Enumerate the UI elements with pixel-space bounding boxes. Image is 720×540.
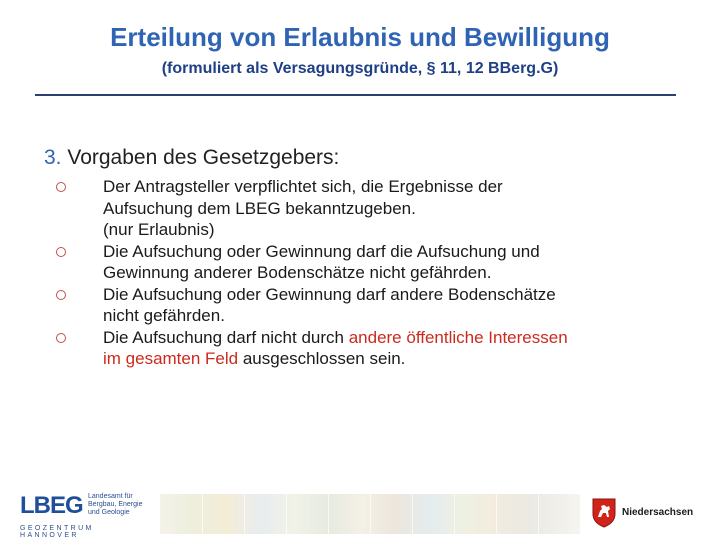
bullet-text: Der Antragsteller verpflichtet sich, die Ergebnisse der Aufsuchung dem LBEG bekanntzugeben. (nur Erlaubnis) bbox=[103, 177, 503, 239]
emphasis-entire-field: im gesamten Feld bbox=[103, 349, 239, 368]
section-number: 3. bbox=[44, 146, 62, 169]
bullet-text: Die Aufsuchung oder Gewinnung darf die Aufsuchung und Gewinnung anderer Bodenschätze nicht gefährden. bbox=[103, 241, 540, 282]
lbeg-mark: LBEG bbox=[20, 492, 83, 519]
list-item bbox=[56, 241, 686, 284]
bullet-text bbox=[103, 327, 686, 370]
circle-outline-icon bbox=[56, 247, 66, 257]
section-heading-text: Vorgaben des Gesetzgebers: bbox=[67, 146, 340, 169]
bullet-text-before: Die Aufsuchung darf nicht durch bbox=[103, 327, 349, 347]
slide-subtitle: (formuliert als Versagungsgründe, § 11, 12 BBerg.G) bbox=[161, 60, 559, 77]
circle-outline-icon bbox=[56, 333, 66, 343]
lbeg-subtitle: GEOZENTRUM HANNOVER bbox=[20, 525, 94, 539]
emphasis-public-interests: andere öffentliche Interessen bbox=[348, 327, 568, 347]
bullet-text: Die Aufsuchung oder Gewinnung darf andere Bodenschätze nicht gefährden. bbox=[103, 284, 556, 325]
photo-strip bbox=[160, 494, 580, 534]
circle-outline-icon bbox=[56, 182, 66, 192]
list-item bbox=[56, 176, 686, 241]
lbeg-logo bbox=[20, 488, 150, 539]
bullet-text-after: ausgeschlossen sein. bbox=[238, 349, 406, 368]
bullet-list bbox=[56, 176, 686, 370]
list-item bbox=[56, 327, 686, 370]
niedersachsen-name: Niedersachsen bbox=[622, 507, 694, 518]
circle-outline-icon bbox=[56, 290, 66, 300]
list-item bbox=[56, 284, 686, 327]
footer bbox=[0, 482, 720, 540]
niedersachsen-logo bbox=[588, 496, 708, 532]
lbeg-text: Landesamt für Bergbau, Energie und Geologie bbox=[88, 493, 143, 516]
slide-title: Erteilung von Erlaubnis und Bewilligung bbox=[110, 22, 610, 52]
section-heading bbox=[44, 146, 339, 170]
title-divider bbox=[35, 94, 676, 96]
horse-shield-icon bbox=[592, 498, 616, 528]
